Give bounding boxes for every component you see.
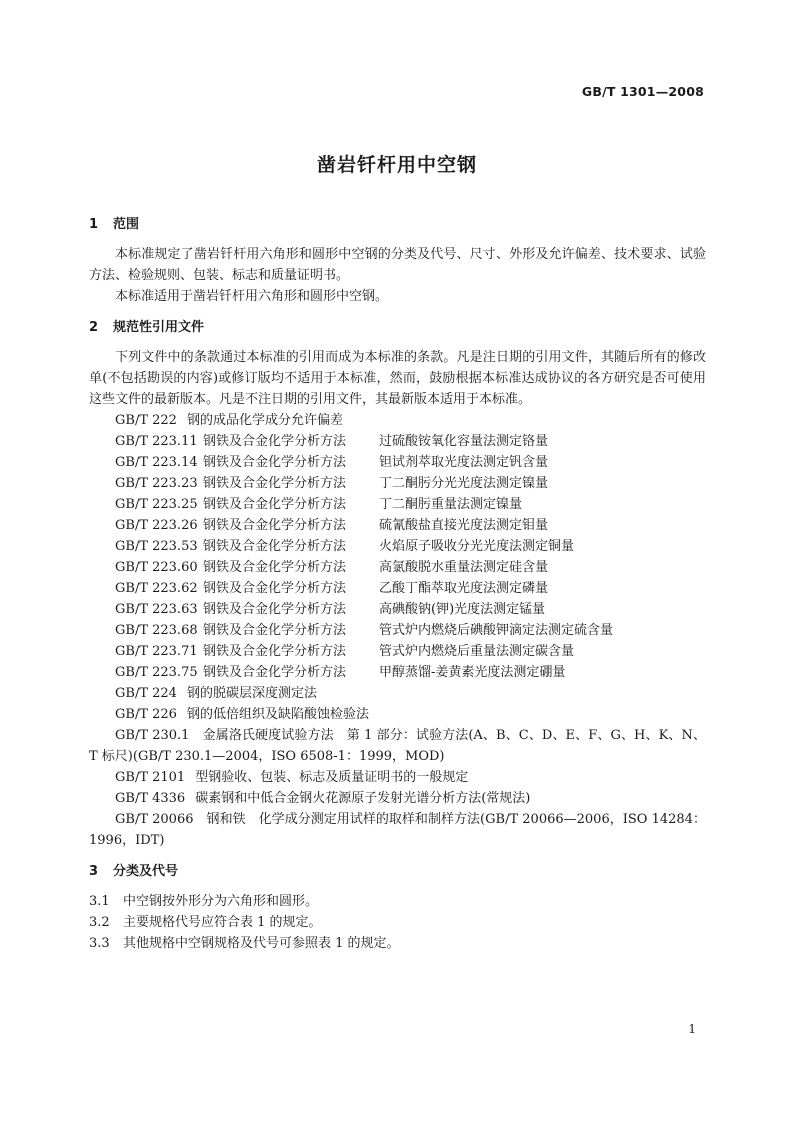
reference-title: 钢的成品化学成分允许偏差 <box>186 413 343 428</box>
reference-item <box>89 410 706 431</box>
reference-method: 丁二酮肟分光光度法测定镍量 <box>379 476 549 491</box>
reference-series: 钢铁及合金化学分析方法 <box>203 434 347 449</box>
reference-item-230: GB/T 230.1 金属洛氏硬度试验方法 第 1 部分：试验方法(A、B、C、D、E、F、G、H、K、N、T 标尺)(GB/T 230.1—2004，ISO 6508-1：1999，MOD) <box>89 728 706 764</box>
reference-method: 钽试剂萃取光度法测定钒含量 <box>379 455 549 470</box>
reference-code: GB/T 223.60 <box>115 560 198 575</box>
reference-method: 高碘酸钠(钾)光度法测定锰量 <box>379 602 546 617</box>
reference-item <box>89 557 706 578</box>
reference-code: GB/T 223.26 <box>115 518 198 533</box>
section-1-heading <box>89 214 706 235</box>
reference-item <box>89 641 706 662</box>
reference-item <box>89 788 706 809</box>
standard-number: GB/T 1301—2008 <box>581 84 704 99</box>
reference-item <box>89 536 706 557</box>
reference-series: 钢铁及合金化学分析方法 <box>203 623 347 638</box>
reference-title: 碳素钢和中低合金钢火花源原子发射光谱分析方法(常规法) <box>195 791 531 806</box>
reference-code: GB/T 223.53 <box>115 539 198 554</box>
scope-paragraph-1: 本标准规定了凿岩钎杆用六角形和圆形中空钢的分类及代号、尺寸、外形及允许偏差、技术要求、试验方法、检验规则、包装、标志和质量证明书。 <box>89 247 706 283</box>
clause-number: 3.2 <box>89 915 110 930</box>
scope-paragraph-2: 本标准适用于凿岩钎杆用六角形和圆形中空钢。 <box>115 289 389 304</box>
reference-method: 火焰原子吸收分光光度法测定铜量 <box>379 539 575 554</box>
reference-code: GB/T 226 <box>115 707 177 722</box>
reference-series: 钢铁及合金化学分析方法 <box>203 644 347 659</box>
reference-item <box>89 431 706 452</box>
reference-series: 钢铁及合金化学分析方法 <box>203 665 347 680</box>
reference-item <box>89 683 706 704</box>
reference-item <box>89 473 706 494</box>
reference-code: GB/T 223.75 <box>115 665 198 680</box>
reference-title: 钢的低倍组织及缺陷酸蚀检验法 <box>186 707 369 722</box>
reference-item <box>89 662 706 683</box>
clause-item <box>89 912 706 933</box>
clause-number: 3.1 <box>89 894 110 909</box>
section-1-number: 1 <box>89 217 99 232</box>
reference-code: GB/T 222 <box>115 413 177 428</box>
reference-code: GB/T 223.68 <box>115 623 198 638</box>
reference-series: 钢铁及合金化学分析方法 <box>203 539 347 554</box>
reference-code: GB/T 223.14 <box>115 455 198 470</box>
section-2-title: 规范性引用文件 <box>113 320 205 335</box>
reference-code: GB/T 223.11 <box>115 434 198 449</box>
reference-series: 钢铁及合金化学分析方法 <box>203 497 347 512</box>
reference-code: GB/T 223.63 <box>115 602 198 617</box>
reference-code: GB/T 223.62 <box>115 581 198 596</box>
reference-item <box>89 578 706 599</box>
reference-item-20066: GB/T 20066 钢和铁 化学成分测定用试样的取样和制样方法(GB/T 20066—2006，ISO 14284：1996，IDT) <box>89 812 706 848</box>
reference-series: 钢铁及合金化学分析方法 <box>203 518 347 533</box>
reference-code: GB/T 224 <box>115 686 177 701</box>
reference-method: 高氯酸脱水重量法测定硅含量 <box>379 560 549 575</box>
reference-item <box>89 599 706 620</box>
section-2-heading <box>89 317 706 338</box>
reference-series: 钢铁及合金化学分析方法 <box>203 455 347 470</box>
document-title: 凿岩钎杆用中空钢 <box>316 154 477 176</box>
clause-text: 主要规格代号应符合表 1 的规定。 <box>123 915 322 930</box>
reference-method: 甲醇蒸馏-姜黄素光度法测定硼量 <box>379 665 566 680</box>
reference-method: 过硫酸铵氧化容量法测定铬量 <box>379 434 549 449</box>
reference-item <box>89 620 706 641</box>
reference-series: 钢铁及合金化学分析方法 <box>203 476 347 491</box>
clause-number: 3.3 <box>89 936 110 951</box>
reference-series: 钢铁及合金化学分析方法 <box>203 581 347 596</box>
clause-item <box>89 933 706 954</box>
clause-item <box>89 891 706 912</box>
reference-code: GB/T 2101 <box>115 770 186 785</box>
reference-method: 乙酸丁酯萃取光度法测定磷量 <box>379 581 549 596</box>
reference-title: 钢的脱碳层深度测定法 <box>186 686 317 701</box>
reference-item <box>89 515 706 536</box>
section-3-title: 分类及代号 <box>113 864 179 879</box>
reference-method: 硫氰酸盐直接光度法测定钼量 <box>379 518 549 533</box>
reference-series: 钢铁及合金化学分析方法 <box>203 560 347 575</box>
reference-item <box>89 704 706 725</box>
clause-text: 中空钢按外形分为六角形和圆形。 <box>123 894 319 909</box>
reference-item <box>89 452 706 473</box>
document-body <box>89 214 706 954</box>
reference-title: 型钢验收、包装、标志及质量证明书的一般规定 <box>195 770 469 785</box>
reference-code: GB/T 223.25 <box>115 497 198 512</box>
reference-code: GB/T 4336 <box>115 791 186 806</box>
reference-code: GB/T 223.23 <box>115 476 198 491</box>
page-number: 1 <box>688 1022 696 1036</box>
section-2-number: 2 <box>89 320 99 335</box>
reference-method: 丁二酮肟重量法测定镍量 <box>379 497 523 512</box>
reference-item <box>89 494 706 515</box>
section-3-heading <box>89 861 706 882</box>
clause-text: 其他规格中空钢规格及代号可参照表 1 的规定。 <box>123 936 400 951</box>
section-1-title: 范围 <box>113 217 140 232</box>
reference-code: GB/T 223.71 <box>115 644 198 659</box>
references-intro: 下列文件中的条款通过本标准的引用而成为本标准的条款。凡是注日期的引用文件，其随后所有的修改单(不包括勘误的内容)或修订版均不适用于本标准，然而，鼓励根据本标准达成协议的各方研究是否可使用这些文件的最新版本。凡是不注日期的引用文件，其最新版本适用于本标准。 <box>89 350 706 407</box>
reference-method: 管式炉内燃烧后碘酸钾滴定法测定硫含量 <box>379 623 614 638</box>
section-3-number: 3 <box>89 864 99 879</box>
reference-method: 管式炉内燃烧后重量法测定碳含量 <box>379 644 575 659</box>
reference-item <box>89 767 706 788</box>
reference-series: 钢铁及合金化学分析方法 <box>203 602 347 617</box>
